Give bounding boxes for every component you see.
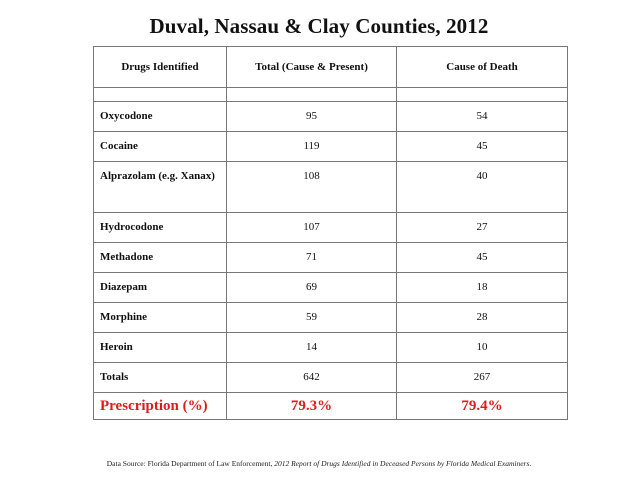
total-value: 69 [227, 273, 397, 303]
total-value: 119 [227, 132, 397, 162]
totals-row [94, 363, 568, 393]
drug-name: Diazepam [94, 273, 227, 303]
table-row [94, 102, 568, 132]
table-row [94, 213, 568, 243]
cause-value: 18 [397, 273, 568, 303]
drug-name: Hydrocodone [94, 213, 227, 243]
cause-value: 28 [397, 303, 568, 333]
cause-value: 45 [397, 243, 568, 273]
source-prefix: Data Source: Florida Department of Law Enforcement, [106, 459, 273, 468]
table-row [94, 162, 568, 213]
prescription-label: Prescription (%) [94, 393, 227, 420]
drug-name: Methadone [94, 243, 227, 273]
drug-name: Morphine [94, 303, 227, 333]
header-cause-of-death: Cause of Death [397, 47, 568, 88]
total-value: 59 [227, 303, 397, 333]
drug-name: Oxycodone [94, 102, 227, 132]
total-value: 107 [227, 213, 397, 243]
cause-value: 40 [397, 162, 568, 213]
source-report-title: 2012 Report of Drugs Identified in Deceased Persons by Florida Medical Examiners [274, 459, 530, 468]
table-row [94, 132, 568, 162]
table-row [94, 333, 568, 363]
table-header-row [94, 47, 568, 88]
header-drugs-identified: Drugs Identified [94, 47, 227, 88]
table-row [94, 273, 568, 303]
drug-name: Heroin [94, 333, 227, 363]
cause-value: 54 [397, 102, 568, 132]
table-spacer-row [94, 88, 568, 102]
prescription-row [94, 393, 568, 420]
source-suffix: . [529, 459, 532, 468]
drug-name: Alprazolam (e.g. Xanax) [94, 162, 227, 213]
total-value: 95 [227, 102, 397, 132]
prescription-cause-value: 79.4% [397, 393, 568, 420]
table-row [94, 303, 568, 333]
cause-value: 27 [397, 213, 568, 243]
totals-label: Totals [94, 363, 227, 393]
total-value: 14 [227, 333, 397, 363]
cause-value: 45 [397, 132, 568, 162]
total-value: 71 [227, 243, 397, 273]
totals-total-value: 642 [227, 363, 397, 393]
prescription-total-value: 79.3% [227, 393, 397, 420]
data-source-note [0, 459, 638, 468]
drugs-table [93, 46, 568, 420]
page-title: Duval, Nassau & Clay Counties, 2012 [149, 14, 489, 38]
totals-cause-value: 267 [397, 363, 568, 393]
drug-name: Cocaine [94, 132, 227, 162]
header-total: Total (Cause & Present) [227, 47, 397, 88]
table-row [94, 243, 568, 273]
total-value: 108 [227, 162, 397, 213]
cause-value: 10 [397, 333, 568, 363]
